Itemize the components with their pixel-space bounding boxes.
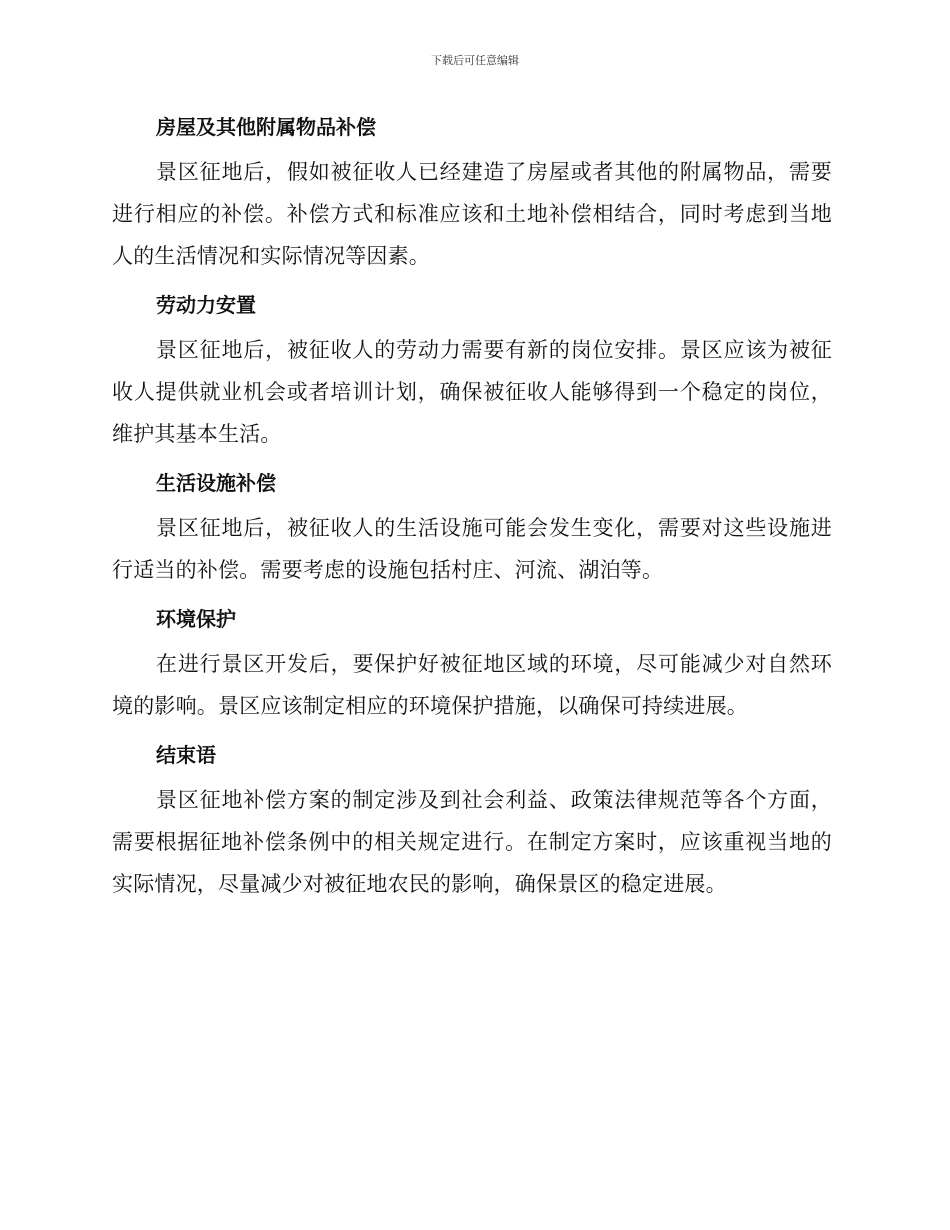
section-heading: 结束语: [156, 743, 216, 767]
section-conclusion: [112, 736, 832, 905]
section-heading: 生活设施补偿: [156, 471, 276, 495]
section-labor-resettlement: [112, 286, 832, 455]
section-heading: 环境保护: [156, 607, 236, 631]
section-facility-compensation: [112, 464, 832, 591]
page-header: 下载后可任意编辑: [431, 54, 519, 67]
section-house-compensation: [112, 108, 832, 277]
section-paragraph: 景区征地后，被征收人的劳动力需要有新的岗位安排。景区应该为被征收人提供就业机会或者培训计划，确保被征收人能够得到一个稳定的岗位，维护其基本生活。: [112, 338, 832, 446]
section-paragraph: 景区征地后，假如被征收人已经建造了房屋或者其他的附属物品，需要进行相应的补偿。补偿方式和标准应该和土地补偿相结合，同时考虑到当地人的生活情况和实际情况等因素。: [112, 160, 832, 268]
section-paragraph: 在进行景区开发后，要保护好被征地区域的环境，尽可能减少对自然环境的影响。景区应该制定相应的环境保护措施，以确保可持续进展。: [112, 652, 832, 718]
section-heading: 房屋及其他附属物品补偿: [156, 115, 376, 139]
section-environment-protection: [112, 600, 832, 727]
section-paragraph: 景区征地补偿方案的制定涉及到社会利益、政策法律规范等各个方面，需要根据征地补偿条例中的相关规定进行。在制定方案时，应该重视当地的实际情况，尽量减少对被征地农民的影响，确保景区的稳定进展。: [112, 788, 832, 896]
document-body: [112, 108, 832, 914]
section-paragraph: 景区征地后，被征收人的生活设施可能会发生变化，需要对这些设施进行适当的补偿。需要考虑的设施包括村庄、河流、湖泊等。: [112, 516, 832, 582]
section-heading: 劳动力安置: [156, 293, 256, 317]
